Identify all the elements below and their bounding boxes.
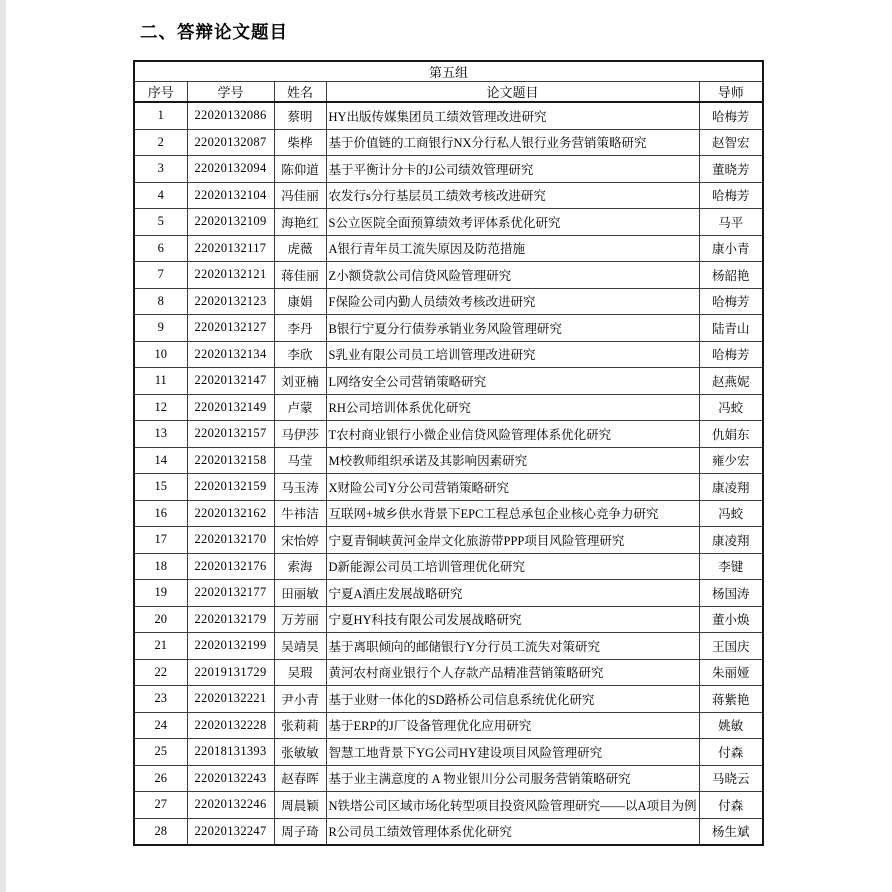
cell-advisor: 雍少宏 (699, 447, 763, 474)
cell-advisor: 康凌翔 (699, 474, 763, 501)
cell-no: 1 (134, 102, 187, 129)
cell-student-id: 22020132086 (187, 102, 274, 129)
cell-name: 陈仰道 (274, 156, 326, 183)
group-title: 第五组 (134, 61, 763, 82)
col-header-advisor: 导师 (699, 82, 763, 103)
table-row (134, 447, 763, 474)
cell-name: 万芳丽 (274, 606, 326, 633)
cell-student-id: 22020132199 (187, 633, 274, 660)
cell-thesis-title: 基于平衡计分卡的J公司绩效管理研究 (326, 156, 699, 183)
cell-no: 15 (134, 474, 187, 501)
cell-thesis-title: T农村商业银行小微企业信贷风险管理体系优化研究 (326, 421, 699, 448)
cell-no: 20 (134, 606, 187, 633)
cell-student-id: 22020132177 (187, 580, 274, 607)
table-row (134, 182, 763, 209)
cell-name: 周晨颖 (274, 792, 326, 819)
cell-thesis-title: D新能源公司员工培训管理优化研究 (326, 553, 699, 580)
cell-no: 9 (134, 315, 187, 342)
cell-advisor: 付森 (699, 739, 763, 766)
table-row (134, 102, 763, 129)
cell-name: 赵春晖 (274, 765, 326, 792)
cell-student-id: 22020132117 (187, 235, 274, 262)
table-row (134, 262, 763, 289)
cell-name: 张敏敏 (274, 739, 326, 766)
cell-advisor: 哈梅芳 (699, 182, 763, 209)
cell-student-id: 22020132228 (187, 712, 274, 739)
cell-no: 5 (134, 209, 187, 236)
table-row (134, 315, 763, 342)
cell-thesis-title: 宁夏HY科技有限公司发展战略研究 (326, 606, 699, 633)
cell-thesis-title: 宁夏A酒庄发展战略研究 (326, 580, 699, 607)
cell-name: 蔡明 (274, 102, 326, 129)
cell-name: 李欣 (274, 341, 326, 368)
table-row (134, 553, 763, 580)
table-row (134, 712, 763, 739)
cell-advisor: 蒋紫艳 (699, 686, 763, 713)
cell-no: 12 (134, 394, 187, 421)
cell-advisor: 哈梅芳 (699, 288, 763, 315)
cell-no: 21 (134, 633, 187, 660)
cell-name: 冯佳丽 (274, 182, 326, 209)
group-header-row (134, 61, 763, 82)
cell-thesis-title: 互联网+城乡供水背景下EPC工程总承包企业核心竞争力研究 (326, 500, 699, 527)
table-row (134, 235, 763, 262)
cell-advisor: 马晓云 (699, 765, 763, 792)
cell-thesis-title: 智慧工地背景下YG公司HY建设项目风险管理研究 (326, 739, 699, 766)
cell-student-id: 22020132087 (187, 129, 274, 156)
cell-student-id: 22020132159 (187, 474, 274, 501)
col-header-no: 序号 (134, 82, 187, 103)
table-row (134, 739, 763, 766)
cell-thesis-title: 黄河农村商业银行个人存款产品精准营销策略研究 (326, 659, 699, 686)
cell-thesis-title: 宁夏青铜峡黄河金岸文化旅游带PPP项目风险管理研究 (326, 527, 699, 554)
cell-student-id: 22020132109 (187, 209, 274, 236)
cell-name: 牛祎洁 (274, 500, 326, 527)
cell-advisor: 董小焕 (699, 606, 763, 633)
col-header-title: 论文题目 (326, 82, 699, 103)
cell-advisor: 赵智宏 (699, 129, 763, 156)
cell-no: 4 (134, 182, 187, 209)
cell-student-id: 22020132147 (187, 368, 274, 395)
cell-name: 周子琦 (274, 818, 326, 845)
section-title: 二、答辩论文题目 (140, 22, 288, 42)
table-row (134, 500, 763, 527)
cell-name: 马伊莎 (274, 421, 326, 448)
table-row (134, 421, 763, 448)
cell-name: 虎薇 (274, 235, 326, 262)
cell-advisor: 哈梅芳 (699, 102, 763, 129)
col-header-name: 姓名 (274, 82, 326, 103)
cell-advisor: 董晓芳 (699, 156, 763, 183)
cell-no: 13 (134, 421, 187, 448)
cell-thesis-title: Z小额贷款公司信贷风险管理研究 (326, 262, 699, 289)
cell-no: 17 (134, 527, 187, 554)
cell-no: 3 (134, 156, 187, 183)
cell-no: 7 (134, 262, 187, 289)
cell-no: 27 (134, 792, 187, 819)
cell-no: 11 (134, 368, 187, 395)
cell-no: 23 (134, 686, 187, 713)
table-row (134, 792, 763, 819)
cell-advisor: 付森 (699, 792, 763, 819)
cell-name: 吴瑕 (274, 659, 326, 686)
cell-student-id: 22018131393 (187, 739, 274, 766)
cell-thesis-title: RH公司培训体系优化研究 (326, 394, 699, 421)
table-row (134, 765, 763, 792)
cell-thesis-title: M校教师组织承诺及其影响因素研究 (326, 447, 699, 474)
cell-thesis-title: 基于业财一体化的SD路桥公司信息系统优化研究 (326, 686, 699, 713)
table-row (134, 209, 763, 236)
cell-student-id: 22020132134 (187, 341, 274, 368)
cell-name: 康娟 (274, 288, 326, 315)
cell-advisor: 康小青 (699, 235, 763, 262)
cell-no: 2 (134, 129, 187, 156)
cell-advisor: 朱丽娅 (699, 659, 763, 686)
cell-name: 马莹 (274, 447, 326, 474)
cell-no: 8 (134, 288, 187, 315)
table-row (134, 580, 763, 607)
cell-thesis-title: S乳业有限公司员工培训管理改进研究 (326, 341, 699, 368)
table-row (134, 368, 763, 395)
cell-thesis-title: 基于业主满意度的 A 物业银川分公司服务营销策略研究 (326, 765, 699, 792)
cell-name: 刘亚楠 (274, 368, 326, 395)
table-row (134, 129, 763, 156)
cell-student-id: 22020132170 (187, 527, 274, 554)
column-header-row (134, 82, 763, 103)
cell-student-id: 22019131729 (187, 659, 274, 686)
cell-no: 6 (134, 235, 187, 262)
cell-thesis-title: B银行宁夏分行债券承销业务风险管理研究 (326, 315, 699, 342)
cell-student-id: 22020132247 (187, 818, 274, 845)
cell-thesis-title: A银行青年员工流失原因及防范措施 (326, 235, 699, 262)
cell-thesis-title: L网络安全公司营销策略研究 (326, 368, 699, 395)
cell-no: 14 (134, 447, 187, 474)
table-row (134, 606, 763, 633)
cell-student-id: 22020132123 (187, 288, 274, 315)
cell-advisor: 马平 (699, 209, 763, 236)
cell-advisor: 仇娟东 (699, 421, 763, 448)
cell-thesis-title: 基于ERP的J厂设备管理优化应用研究 (326, 712, 699, 739)
cell-advisor: 杨国涛 (699, 580, 763, 607)
page-left-edge (0, 0, 6, 892)
col-header-id: 学号 (187, 82, 274, 103)
cell-thesis-title: S公立医院全面预算绩效考评体系优化研究 (326, 209, 699, 236)
cell-advisor: 冯蛟 (699, 394, 763, 421)
cell-student-id: 22020132221 (187, 686, 274, 713)
cell-advisor: 陆青山 (699, 315, 763, 342)
cell-student-id: 22020132246 (187, 792, 274, 819)
cell-name: 张莉莉 (274, 712, 326, 739)
cell-advisor: 杨韶艳 (699, 262, 763, 289)
cell-thesis-title: HY出版传媒集团员工绩效管理改进研究 (326, 102, 699, 129)
cell-advisor: 赵燕妮 (699, 368, 763, 395)
cell-name: 蒋佳丽 (274, 262, 326, 289)
table-row (134, 394, 763, 421)
cell-name: 田丽敏 (274, 580, 326, 607)
cell-no: 16 (134, 500, 187, 527)
cell-student-id: 22020132149 (187, 394, 274, 421)
cell-student-id: 22020132104 (187, 182, 274, 209)
cell-no: 18 (134, 553, 187, 580)
cell-advisor: 康凌翔 (699, 527, 763, 554)
cell-advisor: 哈梅芳 (699, 341, 763, 368)
cell-student-id: 22020132158 (187, 447, 274, 474)
cell-thesis-title: N铁塔公司区域市场化转型项目投资风险管理研究——以A项目为例 (326, 792, 699, 819)
thesis-table (133, 60, 764, 846)
table-row (134, 341, 763, 368)
table-body (134, 102, 763, 845)
cell-name: 吴靖昊 (274, 633, 326, 660)
table-row (134, 474, 763, 501)
cell-thesis-title: R公司员工绩效管理体系优化研究 (326, 818, 699, 845)
cell-advisor: 姚敏 (699, 712, 763, 739)
table-row (134, 818, 763, 845)
cell-student-id: 22020132162 (187, 500, 274, 527)
cell-student-id: 22020132121 (187, 262, 274, 289)
table-row (134, 659, 763, 686)
cell-name: 卢蒙 (274, 394, 326, 421)
cell-no: 10 (134, 341, 187, 368)
table-row (134, 288, 763, 315)
cell-advisor: 王国庆 (699, 633, 763, 660)
cell-name: 李丹 (274, 315, 326, 342)
cell-thesis-title: 农发行s分行基层员工绩效考核改进研究 (326, 182, 699, 209)
cell-name: 海艳红 (274, 209, 326, 236)
cell-advisor: 杨生斌 (699, 818, 763, 845)
cell-thesis-title: F保险公司内勤人员绩效考核改进研究 (326, 288, 699, 315)
table-row (134, 527, 763, 554)
cell-student-id: 22020132243 (187, 765, 274, 792)
cell-no: 24 (134, 712, 187, 739)
cell-name: 柴桦 (274, 129, 326, 156)
cell-thesis-title: X财险公司Y分公司营销策略研究 (326, 474, 699, 501)
cell-no: 19 (134, 580, 187, 607)
table-row (134, 156, 763, 183)
cell-no: 28 (134, 818, 187, 845)
cell-no: 22 (134, 659, 187, 686)
cell-thesis-title: 基于离职倾向的邮储银行Y分行员工流失对策研究 (326, 633, 699, 660)
cell-advisor: 冯蛟 (699, 500, 763, 527)
cell-student-id: 22020132176 (187, 553, 274, 580)
cell-name: 索海 (274, 553, 326, 580)
table-row (134, 633, 763, 660)
table-row (134, 686, 763, 713)
cell-name: 马玉涛 (274, 474, 326, 501)
cell-name: 尹小青 (274, 686, 326, 713)
cell-student-id: 22020132094 (187, 156, 274, 183)
cell-thesis-title: 基于价值链的工商银行NX分行私人银行业务营销策略研究 (326, 129, 699, 156)
cell-student-id: 22020132157 (187, 421, 274, 448)
cell-no: 25 (134, 739, 187, 766)
cell-student-id: 22020132179 (187, 606, 274, 633)
cell-name: 宋怡婷 (274, 527, 326, 554)
cell-no: 26 (134, 765, 187, 792)
cell-advisor: 李键 (699, 553, 763, 580)
cell-student-id: 22020132127 (187, 315, 274, 342)
